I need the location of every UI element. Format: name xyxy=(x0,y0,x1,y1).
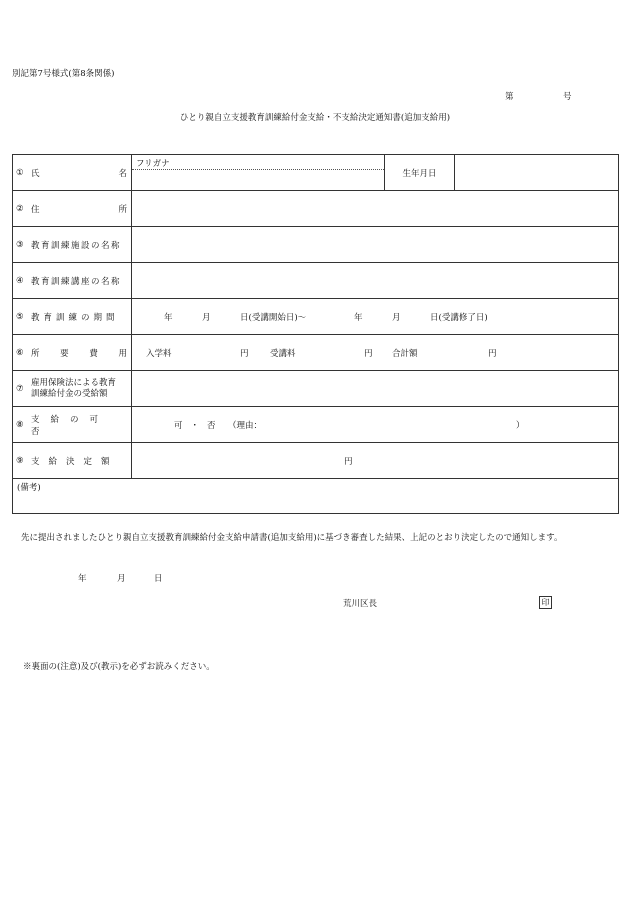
birthdate-field[interactable] xyxy=(455,155,619,191)
course-field[interactable] xyxy=(132,263,619,299)
furigana-label: フリガナ xyxy=(136,159,170,169)
amount-yen: 円 xyxy=(344,456,353,467)
notice-form-table xyxy=(12,154,619,514)
period-label: 教育訓練の期間 xyxy=(31,312,119,323)
approval-options: 可・否 xyxy=(174,420,224,431)
notes-row xyxy=(13,479,619,514)
amount-label: 支給決定額 xyxy=(31,456,119,467)
total-label: 合計額 xyxy=(392,348,418,359)
course-label: 教育訓練講座の名称 xyxy=(31,276,122,287)
row-number: ⑦ xyxy=(16,383,24,394)
name-label-b: 名 xyxy=(118,168,127,179)
cost-label-d: 用 xyxy=(118,348,127,359)
period-row xyxy=(13,299,619,335)
start-month-unit: 月 xyxy=(202,312,211,323)
address-field[interactable] xyxy=(132,191,619,227)
birthdate-label: 生年月日 xyxy=(385,155,455,191)
start-day-unit: 日(受講開始日)～ xyxy=(240,312,307,323)
employment-label-line1: 雇用保険法による教育 xyxy=(31,377,117,388)
name-label-cell xyxy=(13,155,132,191)
cost-label-b: 要 xyxy=(60,348,69,359)
address-label-b: 所 xyxy=(118,204,127,215)
tuition-label: 受講料 xyxy=(270,348,296,359)
employment-benefit-row xyxy=(13,371,619,407)
cost-field[interactable] xyxy=(132,335,619,371)
employment-benefit-field[interactable] xyxy=(132,371,619,407)
facility-field[interactable] xyxy=(132,227,619,263)
row-number: ⑥ xyxy=(16,347,24,358)
row-number: ⑨ xyxy=(16,455,24,466)
date-month: 月 xyxy=(117,574,126,584)
notes-field[interactable] xyxy=(13,479,619,514)
course-row xyxy=(13,263,619,299)
doc-number-prefix: 第 xyxy=(505,92,514,102)
seal-mark: 印 xyxy=(539,596,552,609)
row-number: ⑧ xyxy=(16,419,24,430)
name-row xyxy=(13,155,619,191)
cost-label-c: 費 xyxy=(89,348,98,359)
date-year: 年 xyxy=(78,574,87,584)
row-number: ③ xyxy=(16,239,24,250)
employment-label-line2: 訓練給付金の受給額 xyxy=(31,388,108,399)
approval-field[interactable] xyxy=(132,407,619,443)
furigana-divider xyxy=(132,169,384,170)
row-number: ④ xyxy=(16,275,24,286)
doc-number-suffix: 号 xyxy=(563,92,572,102)
amount-field[interactable] xyxy=(132,443,619,479)
address-row xyxy=(13,191,619,227)
notice-body-text: 先に提出されましたひとり親自立支援教育訓練給付金支給申請書(追加支給用)に基づき審査した結果、上記のとおり決定したので通知します。 xyxy=(21,533,563,543)
reason-open: （理由： xyxy=(228,420,263,431)
address-label-a: 住 xyxy=(31,204,40,215)
reason-close: ） xyxy=(516,420,525,431)
name-label-a: 氏 xyxy=(31,168,40,179)
notes-label: (備考) xyxy=(17,483,41,493)
document-title: ひとり親自立支援教育訓練給付金支給・不支給決定通知書(追加支給用) xyxy=(179,113,451,123)
end-year-unit: 年 xyxy=(354,312,363,323)
signer-title: 荒川区長 xyxy=(343,599,378,609)
name-field[interactable] xyxy=(132,155,385,191)
entrance-fee-label: 入学料 xyxy=(146,348,172,359)
footnote: ※裏面の(注意)及び(教示)を必ずお読みください。 xyxy=(23,662,215,672)
row-number: ② xyxy=(16,203,24,214)
period-field[interactable] xyxy=(132,299,619,335)
end-day-unit: 日(受講修了日) xyxy=(430,312,488,323)
approval-label: 支給の可否 xyxy=(31,414,110,437)
date-day: 日 xyxy=(154,574,163,584)
total-yen: 円 xyxy=(488,348,497,359)
cost-label-a: 所 xyxy=(31,348,40,359)
row-number: ⑤ xyxy=(16,311,24,322)
end-month-unit: 月 xyxy=(392,312,401,323)
entrance-fee-yen: 円 xyxy=(240,348,249,359)
form-reference: 別記第7号様式(第8条関係) xyxy=(12,69,115,79)
tuition-yen: 円 xyxy=(364,348,373,359)
row-number: ① xyxy=(16,167,24,178)
facility-row xyxy=(13,227,619,263)
cost-row xyxy=(13,335,619,371)
start-year-unit: 年 xyxy=(164,312,173,323)
facility-label: 教育訓練施設の名称 xyxy=(31,240,122,251)
approval-row xyxy=(13,407,619,443)
amount-row xyxy=(13,443,619,479)
